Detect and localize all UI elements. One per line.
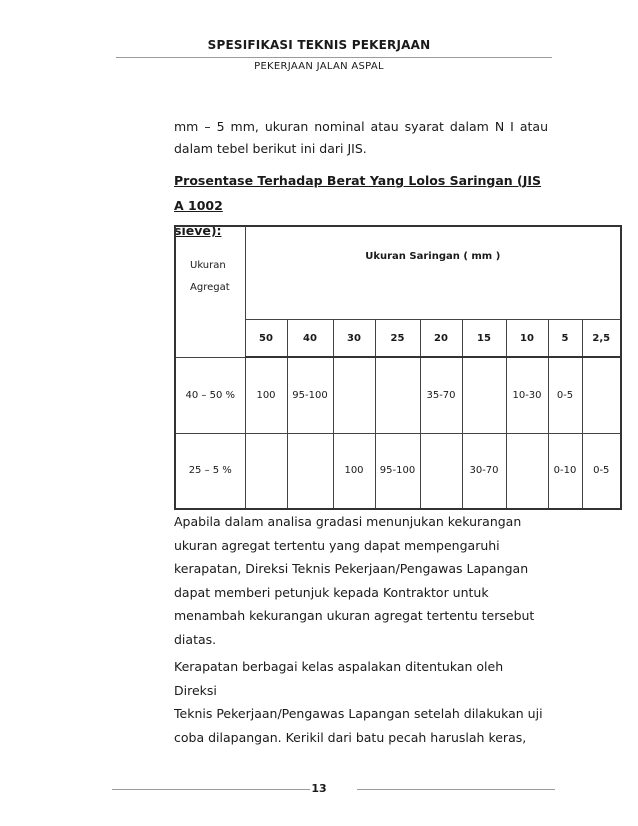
intro-paragraph [174, 116, 548, 160]
sieve-size-header: 20 [420, 320, 462, 358]
agregat-header-label: Ukuran Agregat [190, 260, 230, 293]
table-cell [245, 433, 287, 509]
table-cell: 0-10 [548, 433, 582, 509]
table-cell: 95-100 [287, 357, 333, 433]
paragraph-line: dapat memberi petunjuk kepada Kontraktor untuk [174, 584, 489, 600]
header-rule [116, 57, 552, 58]
caption-line-1: Prosentase Terhadap Berat Yang Lolos Saringan (JIS A 1002 [174, 173, 542, 213]
table-cell [333, 357, 375, 433]
sieve-size-header: 15 [462, 320, 506, 358]
table-cell: 95-100 [375, 433, 420, 509]
sieve-size-header: 10 [506, 320, 548, 358]
sieve-size-header: 50 [245, 320, 287, 358]
row-label: 40 – 50 % [175, 357, 245, 433]
density-paragraph [174, 655, 548, 749]
sieve-size-header: 2,5 [582, 320, 621, 358]
saringan-header-label: Ukuran Saringan ( mm ) [365, 251, 501, 262]
paragraph-line: diatas. [174, 631, 217, 647]
table-cell: 30-70 [462, 433, 506, 509]
table-cell: 100 [245, 357, 287, 433]
sieve-size-header: 5 [548, 320, 582, 358]
sieve-table [174, 225, 622, 510]
footer-rule-right [357, 789, 555, 790]
intro-line-1: mm – 5 mm, ukuran nominal atau syarat dalam N I atau [174, 119, 548, 134]
table-cell: 0-5 [582, 433, 621, 509]
sieve-size-header: 25 [375, 320, 420, 358]
table-cell [582, 357, 621, 433]
gradation-paragraph [174, 510, 548, 651]
intro-line-2: dalam tebel berikut ini dari JIS. [174, 141, 367, 156]
caption-line-2: sieve): [174, 223, 222, 238]
table-cell [506, 433, 548, 509]
page-number: 13 [311, 782, 327, 795]
table-row [175, 357, 621, 433]
row-label: 25 – 5 % [175, 433, 245, 509]
table-cell: 10-30 [506, 357, 548, 433]
paragraph-line: ukuran agregat tertentu yang dapat mempengaruhi [174, 537, 500, 553]
paragraph-line: Teknis Pekerjaan/Pengawas Lapangan setelah dilakukan uji [174, 706, 543, 721]
agregat-header-cell [175, 226, 245, 357]
table-row [175, 433, 621, 509]
table-cell: 35-70 [420, 357, 462, 433]
table-cell: 0-5 [548, 357, 582, 433]
paragraph-line: menambah kekurangan ukuran agregat tertentu tersebut [174, 608, 535, 623]
table-cell [420, 433, 462, 509]
paragraph-line: coba dilapangan. Kerikil dari batu pecah haruslah keras, [174, 729, 527, 745]
header-subtitle: PEKERJAAN JALAN ASPAL [254, 61, 384, 72]
table-cell: 100 [333, 433, 375, 509]
saringan-header-cell [245, 226, 621, 320]
header-title: SPESIFIKASI TEKNIS PEKERJAAN [207, 38, 431, 52]
table-cell [462, 357, 506, 433]
table-cell [375, 357, 420, 433]
table-cell [287, 433, 333, 509]
sieve-size-header: 30 [333, 320, 375, 358]
paragraph-line: Apabila dalam analisa gradasi menunjukan kekurangan [174, 514, 522, 529]
paragraph-line: kerapatan, Direksi Teknis Pekerjaan/Pengawas Lapangan [174, 561, 529, 576]
sieve-size-header: 40 [287, 320, 333, 358]
paragraph-line: Kerapatan berbagai kelas aspalakan ditentukan oleh Direksi [174, 659, 504, 698]
